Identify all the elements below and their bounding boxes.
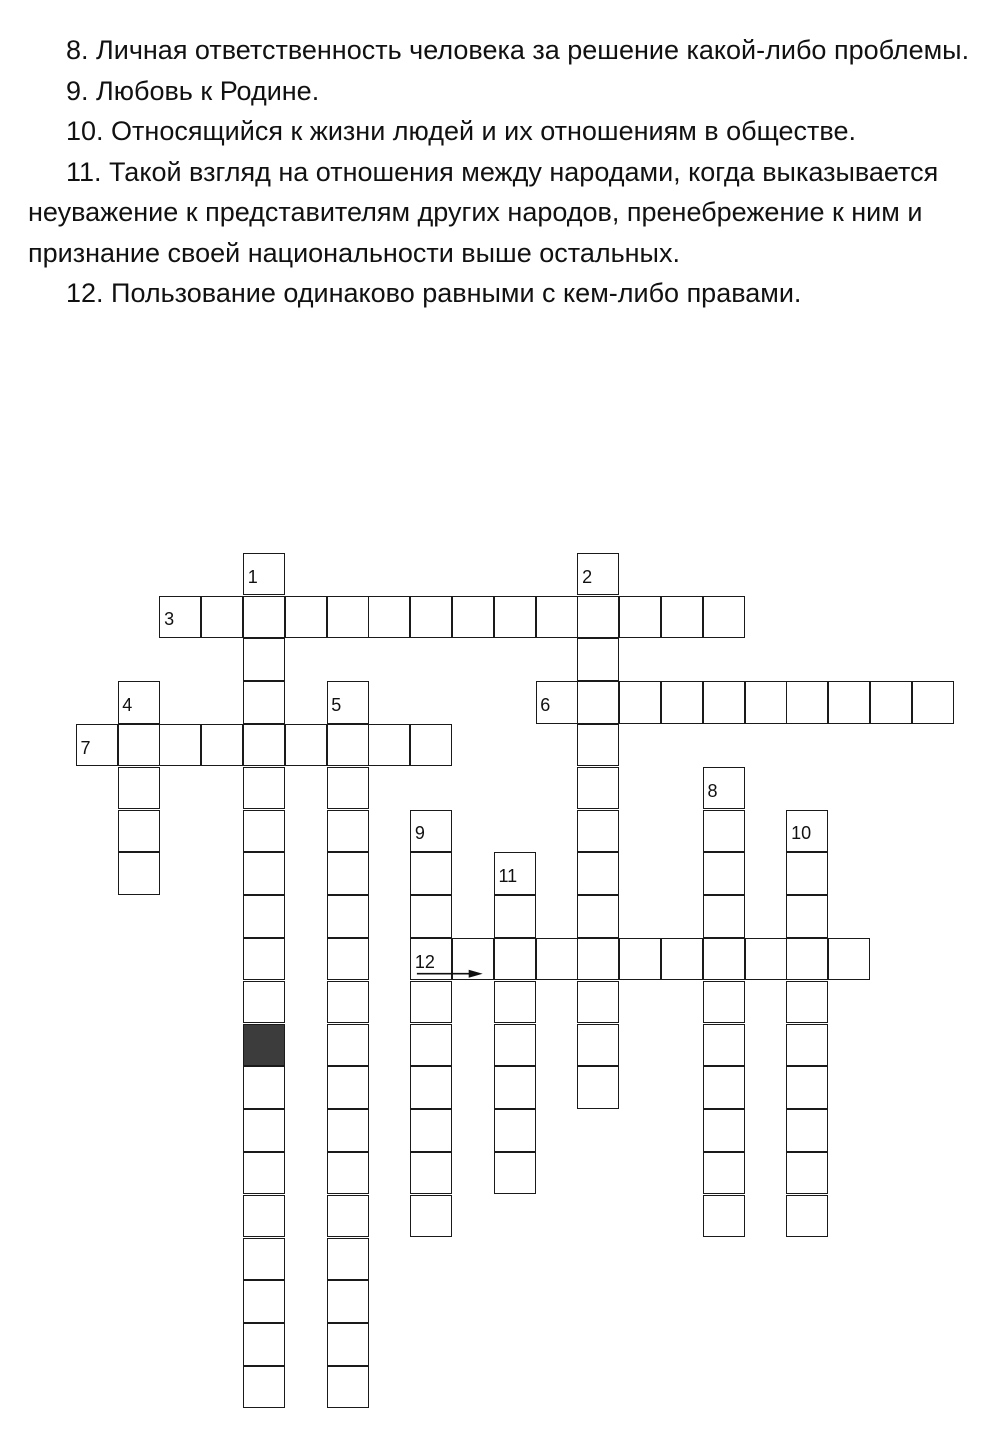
crossword-cell[interactable] [243, 1152, 285, 1195]
crossword-cell[interactable] [327, 1195, 369, 1238]
crossword-cell[interactable] [494, 1109, 536, 1152]
crossword-cell[interactable] [786, 1109, 828, 1152]
crossword-cell[interactable] [243, 596, 285, 639]
crossword-cell[interactable] [327, 767, 369, 810]
crossword-cell[interactable] [327, 724, 369, 767]
crossword-cell[interactable] [786, 981, 828, 1024]
crossword-number-3: 3 [164, 609, 175, 630]
crossword-cell[interactable] [494, 1024, 536, 1067]
crossword-cell[interactable] [327, 1323, 369, 1366]
crossword-cell[interactable] [786, 895, 828, 938]
crossword-cell[interactable] [243, 1195, 285, 1238]
crossword-cell[interactable] [410, 1109, 452, 1152]
crossword-cell[interactable] [410, 1066, 452, 1109]
crossword-cell[interactable] [410, 852, 452, 895]
crossword-cell[interactable] [661, 938, 703, 981]
crossword-cell[interactable] [285, 596, 327, 639]
crossword-cell[interactable] [745, 681, 787, 724]
crossword-cell[interactable] [577, 767, 619, 810]
crossword-cell[interactable] [118, 810, 160, 853]
crossword-cell[interactable] [703, 810, 745, 853]
crossword-cell[interactable] [327, 1366, 369, 1409]
crossword-cell[interactable] [410, 724, 452, 767]
crossword-number-9: 9 [414, 823, 425, 844]
crossword-cell[interactable] [786, 1066, 828, 1109]
crossword-cell[interactable] [243, 1280, 285, 1323]
crossword-cell[interactable] [661, 596, 703, 639]
crossword-cell[interactable] [494, 596, 536, 639]
crossword-cell[interactable] [619, 596, 661, 639]
crossword-cell[interactable] [577, 681, 619, 724]
crossword-number-4: 4 [122, 694, 133, 715]
crossword-cell[interactable] [410, 596, 452, 639]
crossword-cell[interactable] [703, 1066, 745, 1109]
crossword-cell[interactable] [577, 638, 619, 681]
crossword-cell[interactable] [243, 767, 285, 810]
crossword-cell[interactable] [118, 767, 160, 810]
crossword-cell[interactable] [243, 1066, 285, 1109]
crossword-cell[interactable] [577, 981, 619, 1024]
clue-12: 12. Пользование одинаково равными с кем-либо правами. [66, 278, 802, 308]
crossword-cell[interactable] [870, 681, 912, 724]
crossword-number-8: 8 [707, 780, 718, 801]
crossword-cell[interactable] [327, 810, 369, 853]
crossword-cell[interactable] [577, 852, 619, 895]
crossword-cell[interactable] [828, 938, 870, 981]
crossword-number-2: 2 [582, 566, 593, 587]
crossword-cell[interactable] [703, 852, 745, 895]
crossword-cell[interactable] [368, 724, 410, 767]
crossword-cell-shaded [243, 1024, 285, 1067]
crossword-cell[interactable] [118, 852, 160, 895]
crossword-cell[interactable] [703, 1152, 745, 1195]
crossword-cell[interactable] [243, 981, 285, 1024]
crossword-cell[interactable] [243, 1238, 285, 1281]
crossword-number-1: 1 [247, 566, 258, 587]
crossword-cell[interactable] [661, 681, 703, 724]
crossword-cell[interactable] [368, 596, 410, 639]
crossword-cell[interactable] [410, 1024, 452, 1067]
crossword-number-12: 12 [414, 951, 435, 972]
crossword-cell[interactable] [577, 596, 619, 639]
crossword-cell[interactable] [327, 938, 369, 981]
crossword-cell[interactable] [536, 938, 578, 981]
crossword-cell[interactable] [619, 938, 661, 981]
crossword-cell[interactable] [327, 1280, 369, 1323]
crossword-cell[interactable] [327, 596, 369, 639]
crossword-cell[interactable] [243, 1323, 285, 1366]
crossword-cell[interactable] [494, 895, 536, 938]
crossword-number-11: 11 [498, 866, 518, 887]
crossword-cell[interactable] [327, 852, 369, 895]
crossword-cell[interactable] [703, 1024, 745, 1067]
crossword-cell[interactable] [243, 810, 285, 853]
crossword-cell[interactable] [201, 596, 243, 639]
crossword-cell[interactable] [786, 1195, 828, 1238]
crossword-cell[interactable] [494, 981, 536, 1024]
crossword-cell[interactable] [327, 981, 369, 1024]
crossword-cell[interactable] [703, 981, 745, 1024]
crossword-cell[interactable] [243, 938, 285, 981]
crossword-cell[interactable] [745, 938, 787, 981]
crossword-cell[interactable] [577, 1066, 619, 1109]
crossword-cell[interactable] [118, 724, 160, 767]
crossword-cell[interactable] [494, 1152, 536, 1195]
crossword-cell[interactable] [410, 1152, 452, 1195]
clue-8: 8. Личная ответственность человека за решение какой-либо проблемы. [66, 35, 970, 65]
crossword-number-6: 6 [540, 694, 551, 715]
crossword-cell[interactable] [452, 938, 494, 981]
crossword-cell[interactable] [577, 1024, 619, 1067]
crossword-cell[interactable] [577, 895, 619, 938]
crossword-cell[interactable] [577, 810, 619, 853]
crossword-cell[interactable] [786, 852, 828, 895]
crossword-cell[interactable] [327, 1024, 369, 1067]
crossword-cell[interactable] [243, 1109, 285, 1152]
crossword-cell[interactable] [243, 681, 285, 724]
crossword-number-10: 10 [791, 823, 812, 844]
crossword-cell[interactable] [159, 724, 201, 767]
crossword-cell[interactable] [243, 1366, 285, 1409]
crossword-cell[interactable] [786, 1024, 828, 1067]
crossword-cell[interactable] [410, 1195, 452, 1238]
crossword-cell[interactable] [536, 596, 578, 639]
crossword-cell[interactable] [201, 724, 243, 767]
crossword-cell[interactable] [786, 1152, 828, 1195]
crossword-cell[interactable] [703, 938, 745, 981]
crossword-cell[interactable] [703, 596, 745, 639]
crossword-cell[interactable] [327, 1109, 369, 1152]
crossword-cell[interactable] [327, 1238, 369, 1281]
crossword-cell[interactable] [494, 1066, 536, 1109]
crossword-cell[interactable] [243, 852, 285, 895]
crossword-cell[interactable] [703, 1109, 745, 1152]
crossword-cell[interactable] [828, 681, 870, 724]
crossword-cell[interactable] [703, 1195, 745, 1238]
crossword-cell[interactable] [619, 681, 661, 724]
crossword-cell[interactable] [786, 681, 828, 724]
crossword-number-7: 7 [80, 737, 91, 758]
crossword-cell[interactable] [243, 724, 285, 767]
crossword-cell[interactable] [327, 1152, 369, 1195]
crossword-cell[interactable] [577, 938, 619, 981]
crossword-cell[interactable] [912, 681, 954, 724]
clue-10: 10. Относящийся к жизни людей и их отношениям в обществе. [66, 116, 856, 146]
crossword-cell[interactable] [703, 895, 745, 938]
crossword-cell[interactable] [786, 938, 828, 981]
crossword-cell[interactable] [327, 895, 369, 938]
crossword-cell[interactable] [327, 1066, 369, 1109]
clue-9: 9. Любовь к Родине. [66, 75, 320, 106]
crossword-number-5: 5 [331, 694, 342, 715]
clue-11: 11. Такой взгляд на отношения между народами, когда выказывается неуважение к представителям других народов, пренебрежение к ним и признание своей национальности выше остальных. [28, 156, 939, 268]
crossword-cell[interactable] [285, 724, 327, 767]
crossword-cell[interactable] [410, 895, 452, 938]
crossword-cell[interactable] [243, 638, 285, 681]
crossword-cell[interactable] [243, 895, 285, 938]
crossword-cell[interactable] [452, 596, 494, 639]
crossword-cell[interactable] [494, 938, 536, 981]
crossword-cell[interactable] [577, 724, 619, 767]
crossword-cell[interactable] [410, 981, 452, 1024]
crossword-cell[interactable] [703, 681, 745, 724]
